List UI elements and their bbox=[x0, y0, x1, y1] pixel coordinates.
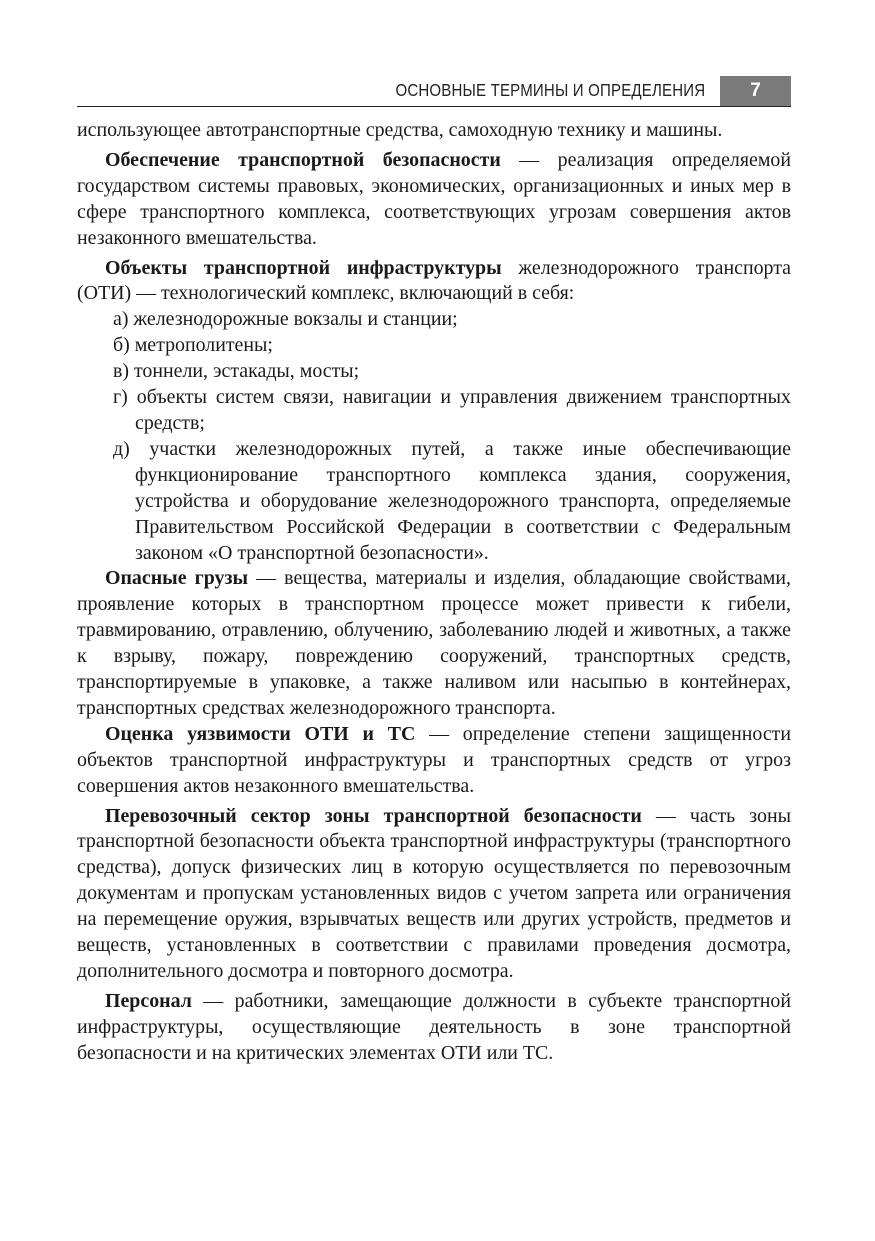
list-item: б) метрополитены; bbox=[113, 334, 273, 357]
term: Оценка уязвимости ОТИ и ТС bbox=[105, 722, 416, 745]
header-title: ОСНОВНЫЕ ТЕРМИНЫ И ОПРЕДЕЛЕНИЯ bbox=[395, 80, 705, 100]
term: Перевозочный сектор зоны транспортной безопасности bbox=[105, 804, 642, 827]
term: Объекты транспортной инфраструктуры bbox=[105, 256, 502, 279]
definition-text: — определение степени защищенности объектов транспортной инфраструктуры и транспортных средств от угроз совершения актов незаконного вмешательства. bbox=[77, 722, 791, 797]
running-header bbox=[77, 76, 791, 107]
term: Персонал bbox=[105, 989, 192, 1012]
list-item: г) объекты систем связи, навигации и управления движением транспортных средств; bbox=[113, 386, 791, 434]
definition-paragraph bbox=[77, 804, 791, 985]
term: Опасные грузы bbox=[105, 567, 248, 590]
definition-paragraph bbox=[77, 256, 791, 308]
list-item: в) тоннели, эстакады, мосты; bbox=[113, 360, 360, 383]
list-item: а) железнодорожные вокзалы и станции; bbox=[113, 308, 458, 331]
definition-text: — реализация определяемой государством системы правовых, экономических, организационных и иных мер в сфере транспортного комплекса, соответствующих угрозам совершения актов незаконного вмешательства. bbox=[77, 148, 792, 249]
continuation-paragraph: использующее автотранспортные средства, самоходную технику и машины. bbox=[77, 119, 723, 141]
definition-paragraph bbox=[77, 989, 791, 1067]
page-number: 7 bbox=[720, 76, 791, 106]
definition-paragraph bbox=[77, 722, 791, 800]
term: Обеспечение транспортной безопасности bbox=[105, 148, 501, 171]
list-item: д) участки железнодорожных путей, а также иные обеспечивающие функционирование транспортного комплекса здания, сооружения, устройства и оборудование железнодорожного транспорта, определяемые Правительством Российской Федерации в соответствии с Федеральным законом «О транспортной безопасности». bbox=[113, 437, 791, 564]
page-body bbox=[77, 118, 791, 1067]
definition-paragraph bbox=[77, 566, 791, 721]
definition-text: — работники, замещающие должности в субъекте транспортной инфраструктуры, осуществляющие деятельность в зоне транспортной безопасности и на критических элементах ОТИ или ТС. bbox=[77, 989, 791, 1064]
definition-text: — часть зоны транспортной безопасности объекта транспортной инфраструктуры (транспортного средства), допуск физических лиц в которую осуществляется по перевозочным документам и пропускам установленных видов с учетом запрета или ограничения на перемещение оружия, взрывчатых веществ или других устройств, предметов и веществ, установленных в соответствии с правилами проведения досмотра, дополнительного досмотра и повторного досмотра. bbox=[77, 804, 791, 982]
definition-paragraph bbox=[77, 148, 791, 252]
definition-text: железнодорожного транспорта (ОТИ) — технологический комплекс, включающий в себя: bbox=[77, 256, 791, 305]
definition-text: — вещества, материалы и изделия, обладающие свойствами, проявление которых в транспортном процессе может привести к гибели, травмированию, отравлению, облучению, заболеванию людей и животных, а также к взрыву, пожару, повреждению сооружений, транспортных средств, транспортируемые в упаковке, а также наливом или насыпью в контейнерах, транспортных средствах железнодорожного транспорта. bbox=[77, 567, 791, 719]
